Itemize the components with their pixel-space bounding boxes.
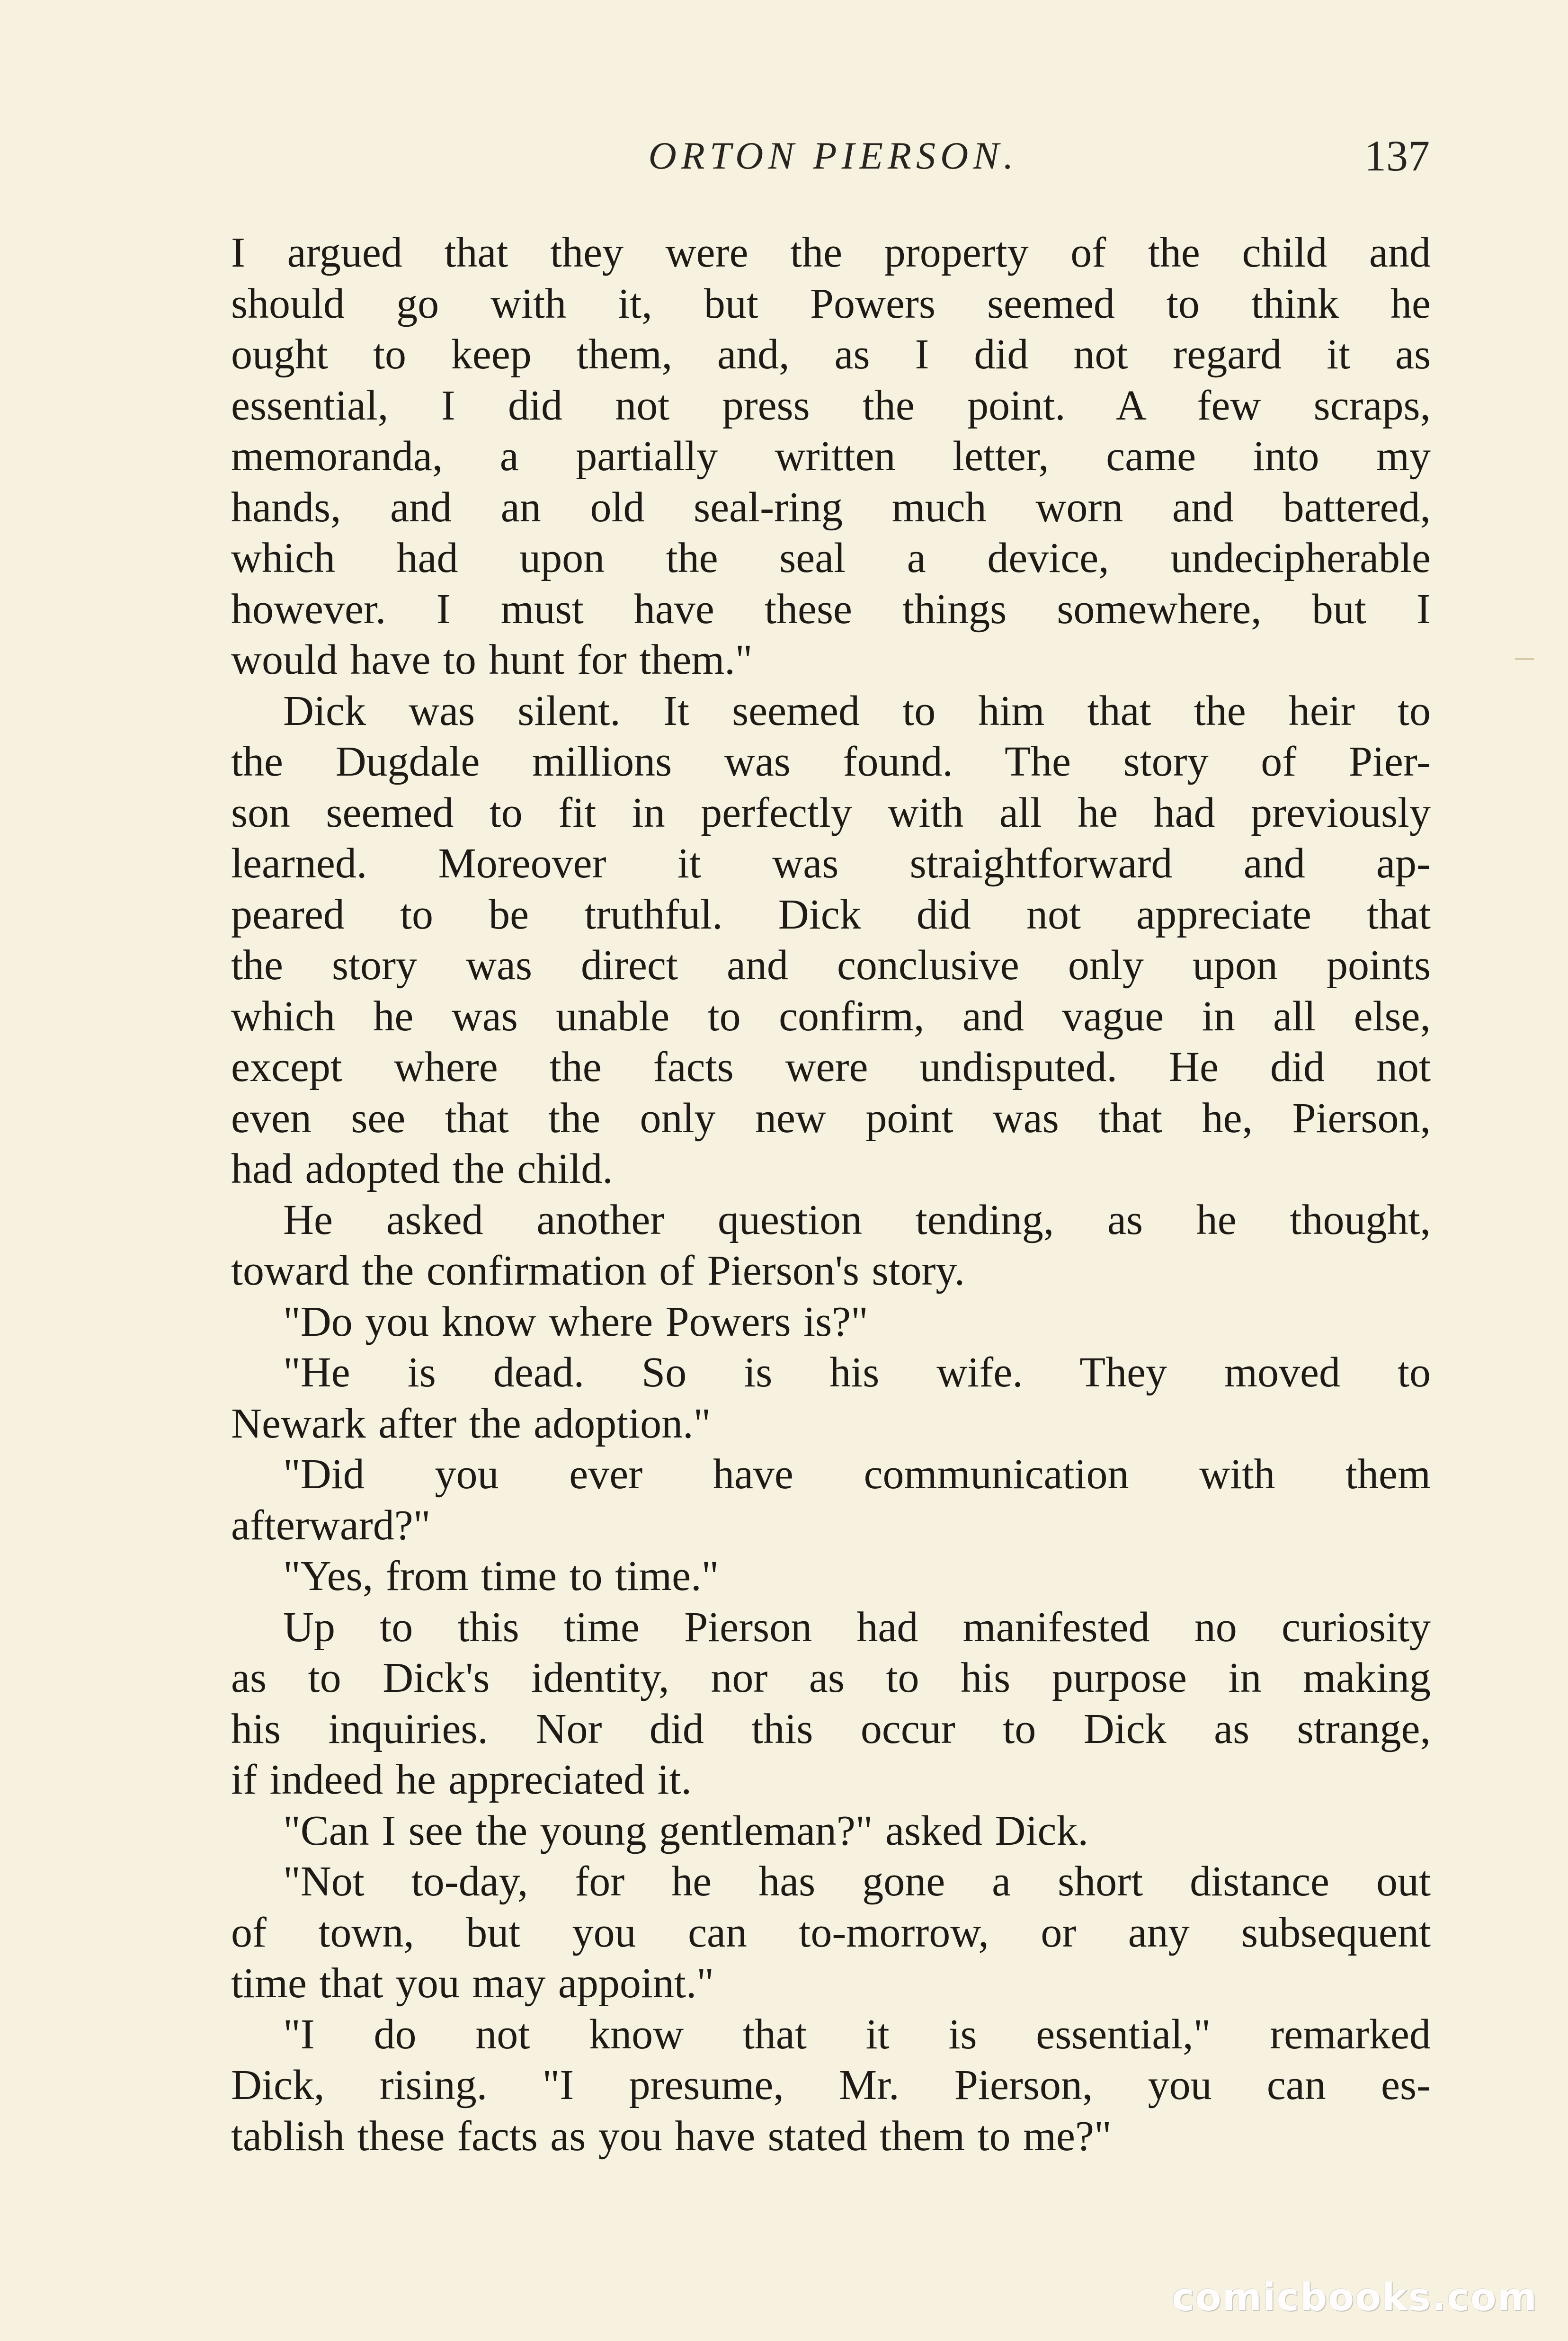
text-line: would have to hunt for them." [231, 636, 753, 683]
text-line: "Can I see the young gentleman?" asked Dick. [283, 1807, 1088, 1854]
text-line: ought to keep them, and, as I did not regard it as [231, 331, 1431, 378]
text-line: son seemed to fit in perfectly with all he had previously [231, 789, 1431, 836]
body-text [231, 227, 1431, 2162]
text-line: "Not to-day, for he has gone a short distance out [283, 1858, 1431, 1905]
text-line: He asked another question tending, as he thought, [283, 1196, 1431, 1243]
text-line: the story was direct and conclusive only upon points [231, 942, 1431, 989]
text-line: "He is dead. So is his wife. They moved to [283, 1349, 1431, 1396]
text-line: learned. Moreover it was straightforward and ap- [231, 840, 1431, 887]
text-line: which he was unable to confirm, and vague in all else, [231, 992, 1431, 1040]
running-title: ORTON PIERSON. [648, 134, 1018, 177]
text-line: time that you may appoint." [231, 1960, 714, 2007]
text-line: hands, and an old seal-ring much worn and battered, [231, 483, 1431, 531]
page-number: 137 [1364, 132, 1430, 180]
watermark: comicbooks.com [1172, 2275, 1538, 2319]
text-line: tablish these facts as you have stated them to me?" [231, 2112, 1112, 2160]
text-line: except where the facts were undisputed. He did not [231, 1044, 1431, 1090]
page-header [227, 134, 1439, 190]
text-line: "Do you know where Powers is?" [283, 1298, 868, 1345]
text-line: however. I must have these things somewhere, but I [231, 585, 1431, 633]
text-line: Newark after the adoption." [231, 1400, 711, 1447]
text-line: if indeed he appreciated it. [231, 1756, 692, 1803]
text-line: as to Dick's identity, nor as to his purpose in making [231, 1654, 1431, 1701]
text-line: of town, but you can to-morrow, or any subsequent [231, 1909, 1431, 1956]
text-line: "Yes, from time to time." [283, 1553, 719, 1599]
text-line: the Dugdale millions was found. The story of Pier- [231, 738, 1431, 785]
text-line: peared to be truthful. Dick did not appreciate that [231, 891, 1431, 938]
text-line: essential, I did not press the point. A few scraps, [231, 382, 1431, 429]
text-line: had adopted the child. [231, 1145, 613, 1192]
text-line: I argued that they were the property of the child and [231, 229, 1431, 276]
text-line: afterward?" [231, 1501, 431, 1549]
text-line: should go with it, but Powers seemed to think he [231, 280, 1431, 327]
text-line: even see that the only new point was that he, Pierson, [231, 1094, 1431, 1142]
text-line: Up to this time Pierson had manifested no curiosity [283, 1603, 1431, 1651]
text-line: Dick, rising. "I presume, Mr. Pierson, you can es- [231, 2062, 1431, 2109]
margin-mark [1515, 658, 1534, 660]
text-line: toward the confirmation of Pierson's story. [231, 1247, 965, 1294]
text-line: "I do not know that it is essential," remarked [283, 2010, 1431, 2058]
text-line: memoranda, a partially written letter, came into my [231, 433, 1431, 480]
text-line: which had upon the seal a device, undecipherable [231, 535, 1431, 581]
text-line: Dick was silent. It seemed to him that the heir to [283, 687, 1431, 734]
text-line: his inquiries. Nor did this occur to Dick as strange, [231, 1705, 1431, 1752]
text-line: "Did you ever have communication with them [283, 1451, 1431, 1498]
